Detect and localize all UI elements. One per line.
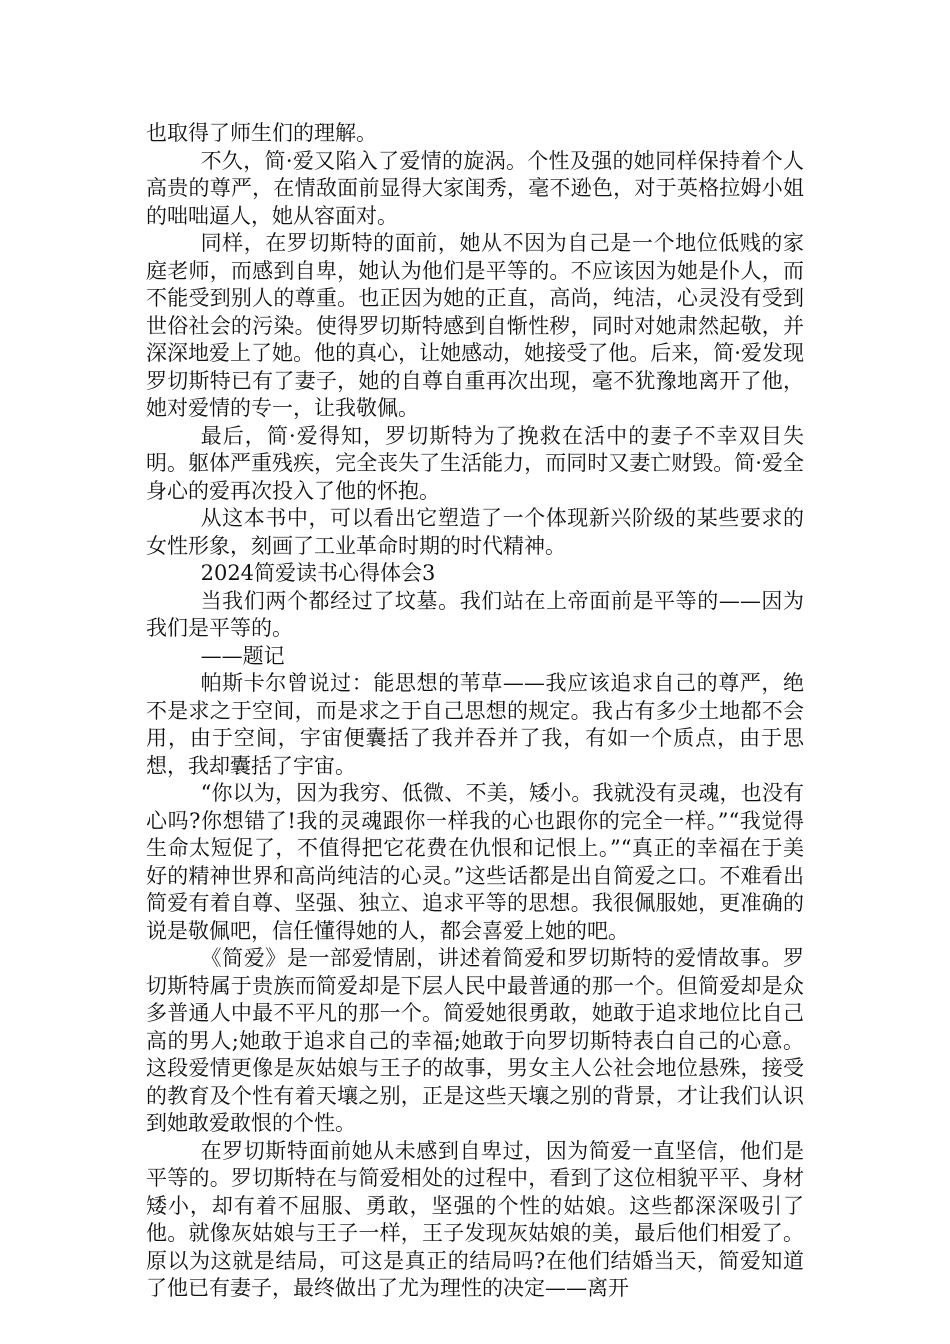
epigraph: 当我们两个都经过了坟墓。我们站在上帝面前是平等的——因为我们是平等的。 <box>146 588 804 640</box>
epigraph-attribution: ——题记 <box>200 643 285 668</box>
paragraph: 从这本书中，可以看出它塑造了一个体现新兴阶级的某些要求的女性形象，刻画了工业革命时期的时代精神。 <box>146 506 804 558</box>
section-heading: 2024简爱读书心得体会3 <box>200 561 436 585</box>
paragraph: 同样，在罗切斯特的面前，她从不因为自己是一个地位低贱的家庭老师，而感到自卑，她认为他们是平等的。不应该因为她是仆人，而不能受到别人的尊重。也正因为她的正直，高尚，纯洁，心灵没有受到世俗社会的污染。使得罗切斯特感到自惭性秽，同时对她肃然起敬，并深深地爱上了她。他的真心，让她感动，她接受了他。后来，简·爱发现罗切斯特已有了妻子，她的自尊自重再次出现，毫不犹豫地离开了他，她对爱情的专一，让我敬佩。 <box>146 231 804 420</box>
paragraph: “你以为，因为我穷、低微、不美，矮小。我就没有灵魂，也没有心吗?你想错了!我的灵魂跟你一样我的心也跟你的完全一样。”“我觉得生命太短促了，不值得把它花费在仇恨和记恨上。”“真正的幸福在于美好的精神世界和高尚纯洁的心灵。”这些话都是出自简爱之口。不难看出简爱有着自尊、坚强、独立、追求平等的思想。我很佩服她，更准确的说是敬佩吧，信任懂得她的人，都会喜爱上她的吧。 <box>146 781 804 943</box>
paragraph: 帕斯卡尔曾说过：能思想的苇草——我应该追求自己的尊严，绝不是求之于空间，而是求之于自己思想的规定。我占有多少土地都不会用，由于空间，宇宙便囊括了我并吞并了我，有如一个质点，由于思想，我却囊括了宇宙。 <box>146 671 804 778</box>
paragraph: 在罗切斯特面前她从未感到自卑过，因为简爱一直坚信，他们是平等的。罗切斯特在与简爱相处的过程中，看到了这位相貌平平、身材矮小，却有着不屈服、勇敢，坚强的个性的姑娘。这些都深深吸引了他。就像灰姑娘与王子一样，王子发现灰姑娘的美，最后他们相爱了。原以为这就是结局，可这是真正的结局吗?在他们结婚当天，简爱知道了他已有妻子，最终做出了尤为理性的决定——离开 <box>146 1138 804 1300</box>
paragraph: 最后，简·爱得知，罗切斯特为了挽救在活中的妻子不幸双目失明。躯体严重残疾，完全丧失了生活能力，而同时又妻亡财毁。简·爱全身心的爱再次投入了他的怀抱。 <box>146 423 804 503</box>
paragraph: 《简爱》是一部爱情剧，讲述着简爱和罗切斯特的爱情故事。罗切斯特属于贵族而简爱却是下层人民中最普通的那一个。但简爱却是众多普通人中最不平凡的那一个。简爱她很勇敢，她敢于追求地位比自己高的男人;她敢于追求自己的幸福;她敢于向罗切斯特表白自己的心意。这段爱情更像是灰姑娘与王子的故事，男女主人公社会地位悬殊，接受的教育及个性有着天壤之别，正是这些天壤之别的背景，才让我们认识到她敢爱敢恨的个性。 <box>146 946 804 1135</box>
paragraph: 不久，简·爱又陷入了爱情的旋涡。个性及强的她同样保持着个人高贵的尊严，在情敌面前显得大家闺秀，毫不逊色，对于英格拉姆小姐的咄咄逼人，她从容面对。 <box>146 148 804 228</box>
document-page <box>146 120 804 1303</box>
paragraph-continuation: 也取得了师生们的理解。 <box>146 121 377 145</box>
